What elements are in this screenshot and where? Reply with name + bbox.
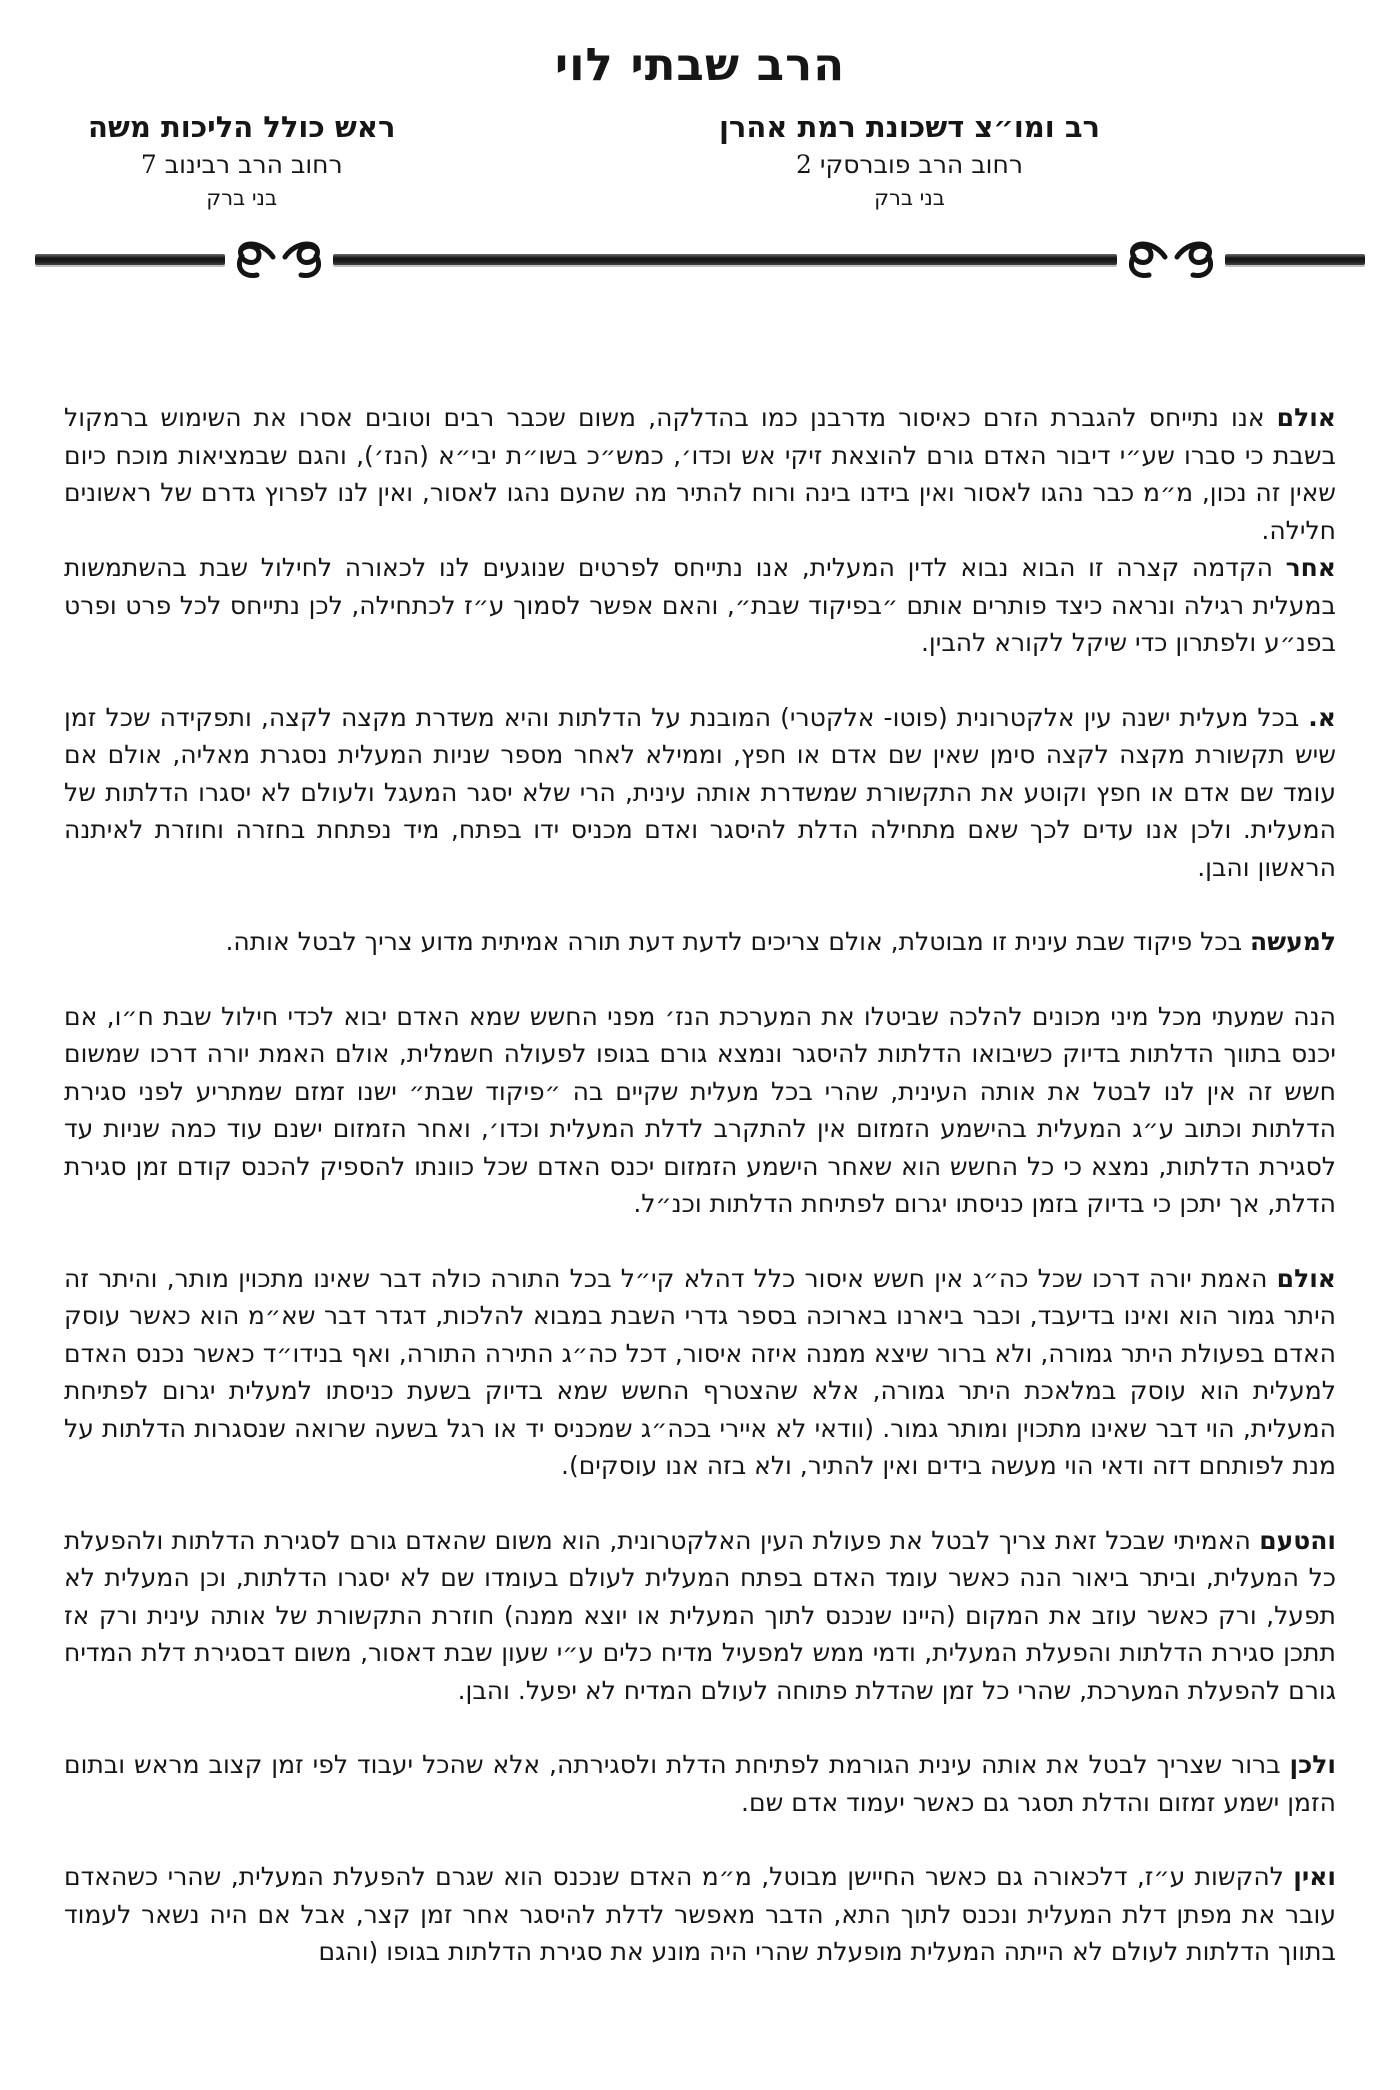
right-column-city: בני ברק bbox=[874, 185, 945, 210]
left-column-role: ראש כולל הליכות משה bbox=[88, 109, 396, 144]
paragraph-lead: אולם bbox=[1276, 1263, 1336, 1293]
paragraph bbox=[64, 1746, 1336, 1821]
rabbi-name-title: הרב שבתי לוי bbox=[554, 38, 846, 91]
letterhead-right-column bbox=[719, 108, 1100, 214]
paragraph-lead: אחר bbox=[1285, 553, 1336, 583]
paragraph-text: אנו נתייחס להגברת הזרם כאיסור מדרבנן כמו בהדלקה, משום שכבר רבים וטובים אסרו את השימוש ברמקול בשבת כי סברו שע״י דיבור האדם גורם להוצאת זיקי אש וכדו׳, כמש״כ בשו״ת יבי״א (הנז׳), והגם שבמציאות מוכח כיום שאין זה נכון, מ״מ כבר נהגו לאסור ואין בידנו בינה ורוח להתיר מה שהעם נהגו לאסור, ואין לנו לפרוץ גדרם של ראשונים חלילה. bbox=[64, 403, 1336, 545]
paragraph bbox=[64, 1858, 1336, 1971]
paragraph bbox=[64, 699, 1336, 887]
paragraph-text: בכל מעלית ישנה עין אלקטרונית (פוטו- אלקטרי) המובנת על הדלתות והיא משדרת מקצה לקצה, ותפקידה שכל זמן שיש תקשורת מקצה לקצה סימן שאין שם אדם או חפץ, וממילא לאחר מספר שניות המעלית נסגרת מאליה, אולם אם עומד שם אדם או חפץ וקוטע את התקשורת שמשדרת אותה עינית, הרי שלא יסגר המעגל ולעולם לא יסגרו הדלתות של המעלית. ולכן אנו עדים לכך שאם מתחילה הדלת להיסגר ואדם מכניס ידו בפתח, מיד נפתחת בחזרה וחוזרת לאיתנה הראשון והבן. bbox=[64, 702, 1336, 882]
right-column-role: רב ומו״צ דשכונת רמת אהרן bbox=[718, 109, 1100, 144]
paragraph bbox=[64, 549, 1336, 662]
paragraph bbox=[64, 1522, 1336, 1710]
left-column-street: רחוב הרב רבינוב 7 bbox=[140, 149, 343, 179]
paragraph-text: הקדמה קצרה זו הבוא נבוא לדין המעלית, אנו נתייחס לפרטים שנוגעים לנו לכאורה לחילול שבת בהשתמשות במעלית רגילה ונראה כיצד פותרים אותם ״בפיקוד שבת״, והאם אפשר לסמוך ע״ז לכתחילה, לכן נתייחס לכל פרט ופרט בפנ״ע ולפתרון כדי שיקל לקורא להבין. bbox=[64, 553, 1336, 658]
paragraph-lead: אולם bbox=[1276, 403, 1336, 433]
paragraph bbox=[64, 399, 1336, 549]
paragraph bbox=[64, 923, 1336, 961]
paragraph-text: הנה שמעתי מכל מיני מכונים להלכה שביטלו את המערכת הנז׳ מפני החשש שמא האדם יבוא לכדי חילול שבת ח״ו, אם יכנס בתווך הדלתות בדיוק כשיבואו הדלתות להיסגר ונמצא גורם בגופו לפעולה חשמלית, אולם האמת יורה דרכו שמשום חשש זה אין לנו לבטל את אותה העינית, שהרי בכל מעלית שקיים בה ״פיקוד שבת״ ישנו זמזם שמתריע לפני סגירת הדלתות וכתוב ע״ג המעלית בהישמע הזמזום אין להתקרב לדלת המעלית וכדו׳, ואחר הזמזום ישנם עוד כמה שניות עד לסגירת הדלתות, נמצא כי כל החשש הוא שאחר הישמע הזמזום יכנס האדם שכל כוונתו להספיק להכנס קודם זמן סגירת הדלת, אך יתכן כי בדיוק בזמן כניסתו יגרום לפתיחת הדלתות וכנ״ל. bbox=[64, 1001, 1336, 1219]
paragraph-lead: למעשה bbox=[1250, 927, 1336, 957]
right-column-street: רחוב הרב פוברסקי 2 bbox=[796, 149, 1023, 179]
paragraph-text: להקשות ע״ז, דלכאורה גם כאשר החיישן מבוטל, מ״מ האדם שנכנס הוא שגרם להפעלת המעלית, שהרי כשהאדם עובר את מפתן דלת המעלית ונכנס לתוך התא, הדבר מאפשר לדלת להיסגר אחר זמן קצר, אבל אם היה נשאר לעמוד בתווך הדלתות לעולם לא הייתה המעלית מופעלת שהרי היה מונע את סגירת הדלתות בגופו (והגם bbox=[64, 1862, 1336, 1967]
divider-bar bbox=[35, 254, 225, 265]
paragraph-lead: ואין bbox=[1293, 1862, 1336, 1892]
paragraph-lead: והטעם bbox=[1259, 1525, 1337, 1555]
paragraph bbox=[64, 1260, 1336, 1485]
letterhead-left-column bbox=[88, 108, 395, 214]
scroll-ornament-icon bbox=[221, 237, 337, 281]
document-body bbox=[64, 399, 1336, 1971]
divider-bar bbox=[333, 254, 1117, 265]
ornamental-divider bbox=[35, 237, 1365, 281]
paragraph-text: בכל פיקוד שבת עינית זו מבוטלת, אולם צריכים לדעת דעת תורה אמיתית מדוע צריך לבטל אותה. bbox=[225, 927, 1243, 957]
paragraph-lead: ולכן bbox=[1289, 1750, 1336, 1780]
letterhead bbox=[0, 0, 1400, 213]
letterhead-columns bbox=[0, 90, 1400, 214]
scroll-ornament-icon bbox=[1113, 237, 1229, 281]
paragraph bbox=[64, 998, 1336, 1223]
left-column-city: בני ברק bbox=[206, 185, 278, 210]
paragraph-text: האמת יורה דרכו שכל כה״ג אין חשש איסור כלל דהלא קי״ל בכל התורה כולה דבר שאינו מתכוין מותר, והיתר זה היתר גמור הוא ואינו בדיעבד, וכבר ביארנו בארוכה בספר גדרי השבת במבוא להלכות, דגדר דבר שא״מ הוא כאשר עוסק האדם בפעולת היתר גמורה, ולא ברור שיצא ממנה איזה איסור, דכל כה״ג התירה התורה, ואף בנידו״ד כאשר נכנס האדם למעלית הוא עוסק במלאכת היתר גמורה, אלא שהצטרף החשש שמא בדיוק בשעת כניסתו למעלית יגרום לפתיחת המעלית, הוי דבר שאינו מתכוין ומותר גמור. (וודאי לא איירי בכה״ג שמכניס יד או רגל בשעה שרואה שנסגרות הדלתות על מנת לפותחם דזה ודאי הוי מעשה בידים ואין להתיר, ולא בזה אנו עוסקים). bbox=[64, 1263, 1336, 1481]
divider-bar bbox=[1225, 254, 1365, 265]
paragraph-text: ברור שצריך לבטל את אותה עינית הגורמת לפתיחת הדלת ולסגירתה, אלא שהכל יעבוד לפי זמן קצוב מראש ובתום הזמן ישמע זמזום והדלת תסגר גם כאשר יעמוד אדם שם. bbox=[64, 1750, 1336, 1817]
paragraph-text: האמיתי שבכל זאת צריך לבטל את פעולת העין האלקטרונית, הוא משום שהאדם גורם לסגירת הדלתות ולהפעלת כל המעלית, וביתר ביאור הנה כאשר עומד האדם בפתח המעלית לעולם בעומדו שם לא יסגרו הדלתות, וכן המעלית לא תפעל, ורק כאשר עוזב את המקום (היינו שנכנס לתוך המעלית או יוצא ממנה) חוזרת התקשורת של אותה עינית ורק אז תתכן סגירת הדלתות והפעלת המעלית, ודמי ממש למפעיל מדיח כלים ע״י שעון שבת דאסור, משום דבסגירת דלת המדיח גורם להפעלת המערכת, שהרי כל זמן שהדלת פתוחה לעולם המדיח לא יפעל. והבן. bbox=[64, 1525, 1336, 1705]
paragraph-lead: א. bbox=[1308, 702, 1336, 732]
